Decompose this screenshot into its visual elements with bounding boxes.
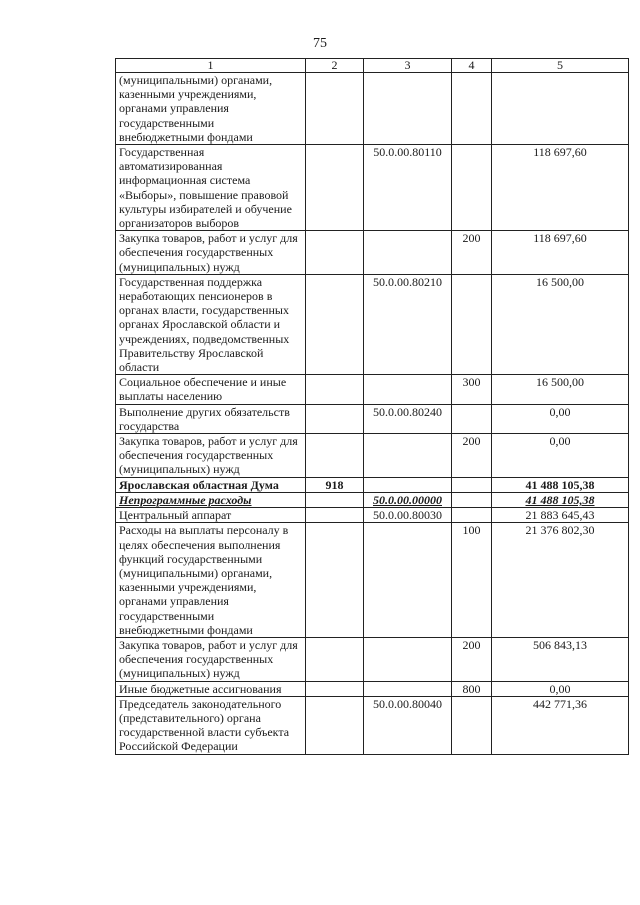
row-chapter-code [306, 508, 364, 523]
row-target-code [364, 434, 452, 478]
table-row [116, 375, 629, 404]
row-name: Государственная поддержка неработающих пенсионеров в органах власти, государственных органах Ярославской области и учреждениях, подведомственных Правительству Ярославской области [116, 274, 306, 374]
column-header-3: 3 [364, 59, 452, 73]
row-amount: 21 376 802,30 [492, 523, 629, 638]
row-chapter-code [306, 375, 364, 404]
row-expense-type [452, 492, 492, 507]
page-number: 75 [313, 36, 327, 51]
column-header-4: 4 [452, 59, 492, 73]
row-target-code: 50.0.00.80040 [364, 696, 452, 754]
row-expense-type [452, 477, 492, 492]
row-name: Иные бюджетные ассигнования [116, 681, 306, 696]
row-expense-type [452, 73, 492, 145]
column-header-5: 5 [492, 59, 629, 73]
row-chapter-code [306, 492, 364, 507]
row-chapter-code [306, 145, 364, 231]
row-amount: 118 697,60 [492, 231, 629, 275]
row-amount: 118 697,60 [492, 145, 629, 231]
row-name: Непрограммные расходы [116, 492, 306, 507]
column-header-1: 1 [116, 59, 306, 73]
table-row [116, 274, 629, 374]
row-amount: 16 500,00 [492, 274, 629, 374]
table-header [116, 59, 629, 73]
row-target-code: 50.0.00.80110 [364, 145, 452, 231]
row-target-code [364, 375, 452, 404]
row-chapter-code [306, 73, 364, 145]
table-row [116, 231, 629, 275]
row-chapter-code [306, 523, 364, 638]
row-target-code [364, 523, 452, 638]
row-amount: 0,00 [492, 681, 629, 696]
row-amount: 0,00 [492, 434, 629, 478]
table-row [116, 508, 629, 523]
row-name: Расходы на выплаты персоналу в целях обеспечения выполнения функций государственными (муниципальными) органами, казенными учреждениями, органами управления государственными внебюджетными фондами [116, 523, 306, 638]
row-name: Закупка товаров, работ и услуг для обеспечения государственных (муниципальных) нужд [116, 434, 306, 478]
row-amount: 0,00 [492, 404, 629, 433]
row-chapter-code [306, 696, 364, 754]
row-target-code: 50.0.00.80210 [364, 274, 452, 374]
row-name: Ярославская областная Дума [116, 477, 306, 492]
table-row [116, 492, 629, 507]
row-expense-type [452, 404, 492, 433]
row-amount: 16 500,00 [492, 375, 629, 404]
row-chapter-code [306, 231, 364, 275]
row-expense-type: 800 [452, 681, 492, 696]
row-name: Государственная автоматизированная информационная система «Выборы», повышение правовой культуры избирателей и обучение организаторов выборов [116, 145, 306, 231]
row-chapter-code [306, 637, 364, 681]
table-row [116, 696, 629, 754]
row-amount: 506 843,13 [492, 637, 629, 681]
row-expense-type: 100 [452, 523, 492, 638]
row-name: Центральный аппарат [116, 508, 306, 523]
row-chapter-code [306, 404, 364, 433]
row-expense-type: 200 [452, 231, 492, 275]
row-amount: 21 883 645,43 [492, 508, 629, 523]
row-amount [492, 73, 629, 145]
row-name: Выполнение других обязательств государства [116, 404, 306, 433]
row-amount: 41 488 105,38 [492, 492, 629, 507]
row-amount: 41 488 105,38 [492, 477, 629, 492]
row-target-code: 50.0.00.80240 [364, 404, 452, 433]
row-name: (муниципальными) органами, казенными учреждениями, органами управления государственными внебюджетными фондами [116, 73, 306, 145]
table-body [116, 73, 629, 755]
row-expense-type [452, 145, 492, 231]
row-chapter-code [306, 274, 364, 374]
table-row [116, 637, 629, 681]
row-name: Закупка товаров, работ и услуг для обеспечения государственных (муниципальных) нужд [116, 231, 306, 275]
row-expense-type [452, 508, 492, 523]
table-row [116, 434, 629, 478]
row-target-code: 50.0.00.00000 [364, 492, 452, 507]
table-row [116, 404, 629, 433]
row-chapter-code [306, 434, 364, 478]
row-name: Председатель законодательного (представительного) органа государственной власти субъекта Российской Федерации [116, 696, 306, 754]
row-amount: 442 771,36 [492, 696, 629, 754]
budget-table [115, 58, 629, 755]
row-target-code [364, 73, 452, 145]
column-header-2: 2 [306, 59, 364, 73]
row-target-code [364, 231, 452, 275]
row-target-code [364, 637, 452, 681]
table-row [116, 73, 629, 145]
row-expense-type: 200 [452, 434, 492, 478]
row-expense-type [452, 274, 492, 374]
row-target-code [364, 681, 452, 696]
row-expense-type: 300 [452, 375, 492, 404]
row-expense-type [452, 696, 492, 754]
row-chapter-code [306, 681, 364, 696]
table-row [116, 145, 629, 231]
row-name: Закупка товаров, работ и услуг для обеспечения государственных (муниципальных) нужд [116, 637, 306, 681]
row-expense-type: 200 [452, 637, 492, 681]
table-row [116, 681, 629, 696]
row-name: Социальное обеспечение и иные выплаты населению [116, 375, 306, 404]
row-chapter-code: 918 [306, 477, 364, 492]
table-row [116, 523, 629, 638]
row-target-code [364, 477, 452, 492]
table-row [116, 477, 629, 492]
header-row [116, 59, 629, 73]
row-target-code: 50.0.00.80030 [364, 508, 452, 523]
